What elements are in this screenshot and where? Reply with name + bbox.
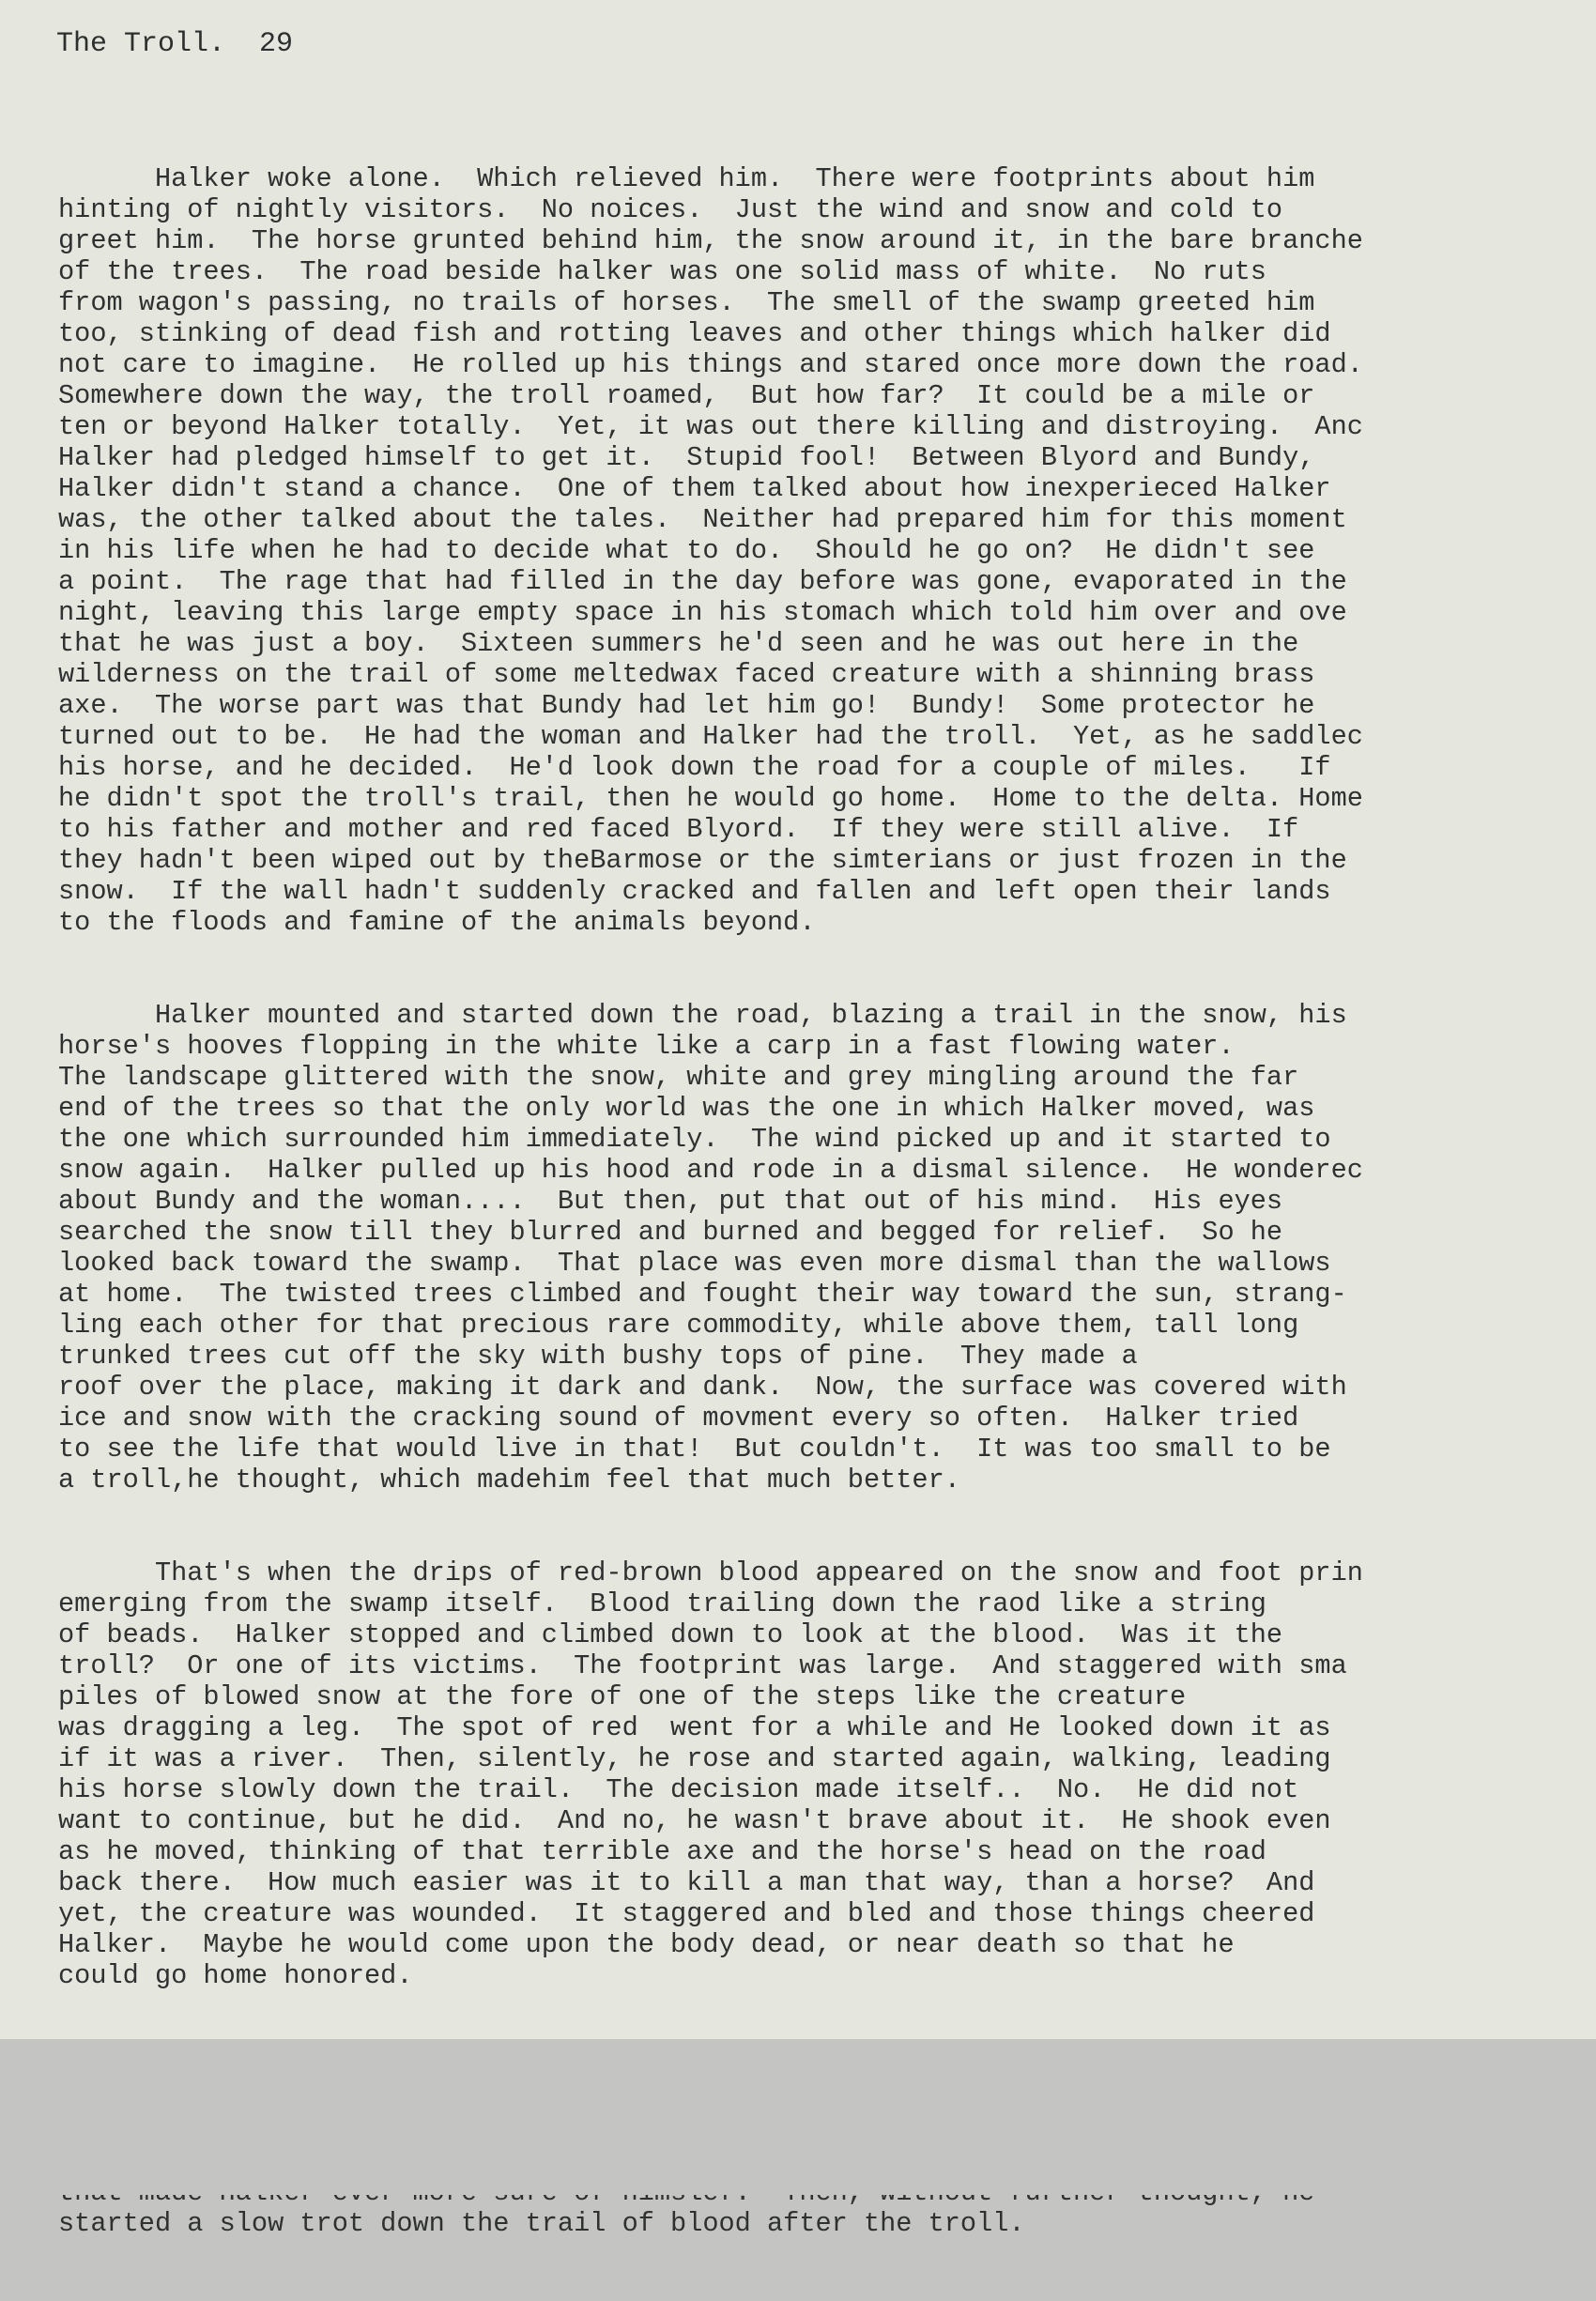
scanner-background	[0, 2039, 1596, 2195]
paragraph-2: Halker mounted and started down the road, blazing a trail in the snow, his horse's hooves flopping in the white like a carp in a fast flowing water. The landscape glittered with the snow, white and grey mingling around the far end of the trees so that the only world was the one in which Halker moved, was the one which surrounded him immediately. The wind picked up and it started to snow again. Halker pulled up his hood and rode in a dismal silence. He wonderec about Bundy and the woman.... But then, put that out of his mind. His eyes searched the snow till they blurred and burned and begged for relief. So he looked back toward the swamp. That place was even more dismal than the wallows at home. The twisted trees climbed and fought their way toward the sun, strang- ling each other for that precious rare commodity, while above them, tall long trunked trees cut off the sky with bushy tops of pine. They made a roof over the place, making it dark and dank. Now, the surface was covered with ice and snow with the cracking sound of movment every so often. Halker tried to see the life that would live in that! But couldn't. It was too small to be a troll,he thought, which madehim feel that much better.	[58, 1000, 1363, 1496]
paragraph-4: started a slow trot down the trail of blood after the troll.	[58, 2208, 1025, 2239]
paragraph-1: Halker woke alone. Which relieved him. There were footprints about him hinting of nightly visitors. No noices. Just the wind and snow and cold to greet him. The horse grunted behind him, the snow around it, in the bare branche of the trees. The road beside halker was one solid mass of white. No ruts from wagon's passing, no trails of horses. The smell of the swamp greeted him too, stinking of dead fish and rotting leaves and other things which halker did not care to imagine. He rolled up his things and stared once more down the road. Somewhere down the way, the troll roamed, But how far? It could be a mile or ten or beyond Halker totally. Yet, it was out there killing and distroying. Anc Halker had pledged himself to get it. Stupid fool! Between Blyord and Bundy, Halker didn't stand a chance. One of them talked about how inexperieced Halker was, the other talked about the tales. Neither had prepared him for this moment in his life when he had to decide what to do. Should he go on? He didn't see a point. The rage that had filled in the day before was gone, evaporated in the night, leaving this large empty space in his stomach which told him over and ove that he was just a boy. Sixteen summers he'd seen and he was out here in the wilderness on the trail of some meltedwax faced creature with a shinning brass axe. The worse part was that Bundy had let him go! Bundy! Some protector he turned out to be. He had the woman and Halker had the troll. Yet, as he saddlec his horse, and he decided. He'd look down the road for a couple of miles. If he didn't spot the troll's trail, then he would go home. Home to the delta. Home to his father and mother and red faced Blyord. If they were still alive. If they hadn't been wiped out by theBarmose or the simterians or just frozen in the snow. If the wall hadn't suddenly cracked and fallen and left open their lands to the floods and famine of the animals beyond.	[58, 163, 1363, 938]
page-body	[58, 101, 1596, 2301]
page-header: The Troll. 29	[56, 28, 294, 60]
paragraph-3: That's when the drips of red-brown blood appeared on the snow and foot prin emerging from the swamp itself. Blood trailing down the raod like a string of beads. Halker stopped and climbed down to look at the blood. Was it the troll? Or one of its victims. The footprint was large. And staggered with sma piles of blowed snow at the fore of one of the steps like the creature was dragging a leg. The spot of red went for a while and He looked down it as if it was a river. Then, silently, he rose and started again, walking, leading his horse slowly down the trail. The decision made itself.. No. He did not want to continue, but he did. And no, he wasn't brave about it. He shook even as he moved, thinking of that terrible axe and the horse's head on the road back there. How much easier was it to kill a man that way, than a horse? And yet, the creature was wounded. It staggered and bled and those things cheered Halker. Maybe he would come upon the body dead, or near death so that he could go home honored.	[58, 1557, 1363, 1991]
